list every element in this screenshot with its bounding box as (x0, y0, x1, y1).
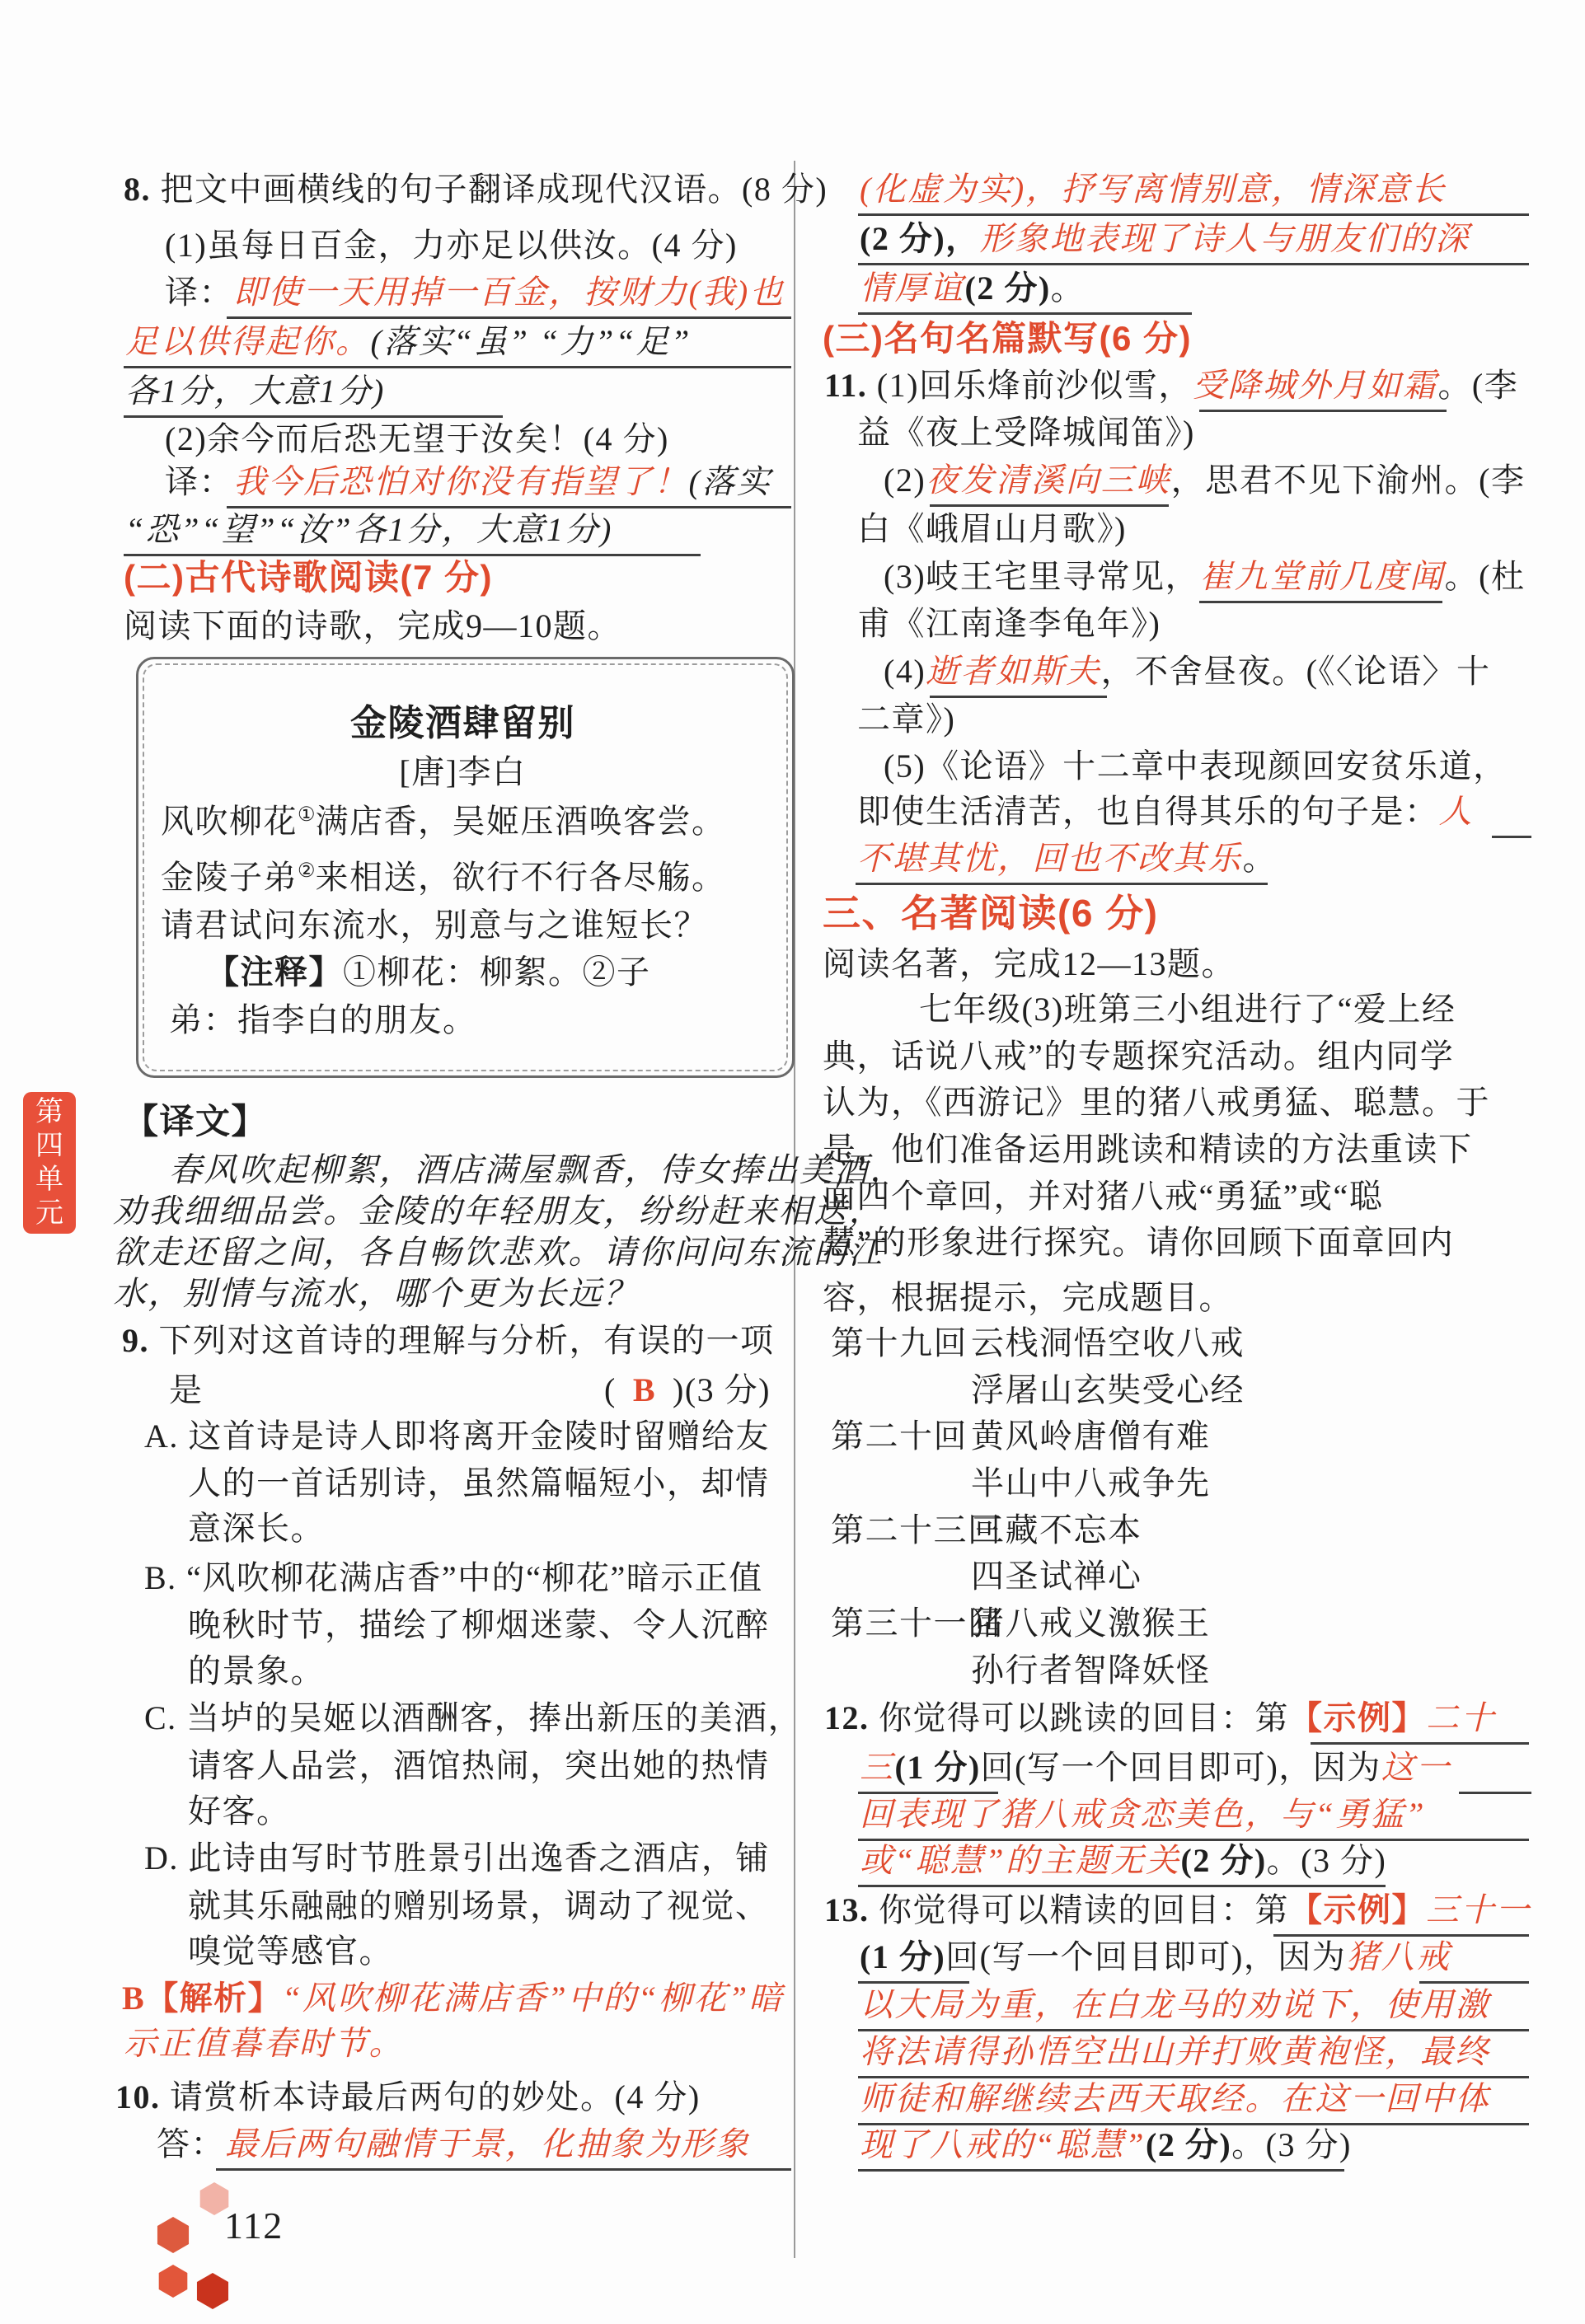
translation-line4: 水，别情与流水，哪个更为长远？ (113, 1275, 639, 1312)
answer-underline (1419, 1981, 1529, 1984)
q9-option-d1: D. 此诗由写时节胜景引出逸香之酒店，铺 (144, 1839, 770, 1877)
q9-option-b1: B. “风吹柳花满店香”中的“柳花”暗示正值 (144, 1559, 763, 1596)
chapter-number: 第十九回 (831, 1324, 968, 1361)
poem-note2: 弟：指李白的朋友。 (169, 1001, 477, 1038)
answer-underline (227, 316, 791, 319)
q8-answer1-line3: 各1分，大意1分) (125, 372, 386, 410)
q9-option-d3: 嗅觉等感官。 (188, 1933, 393, 1970)
q9-option-b3: 的景象。 (188, 1652, 325, 1689)
answer-underline (1311, 1742, 1529, 1745)
q13-line2: (1 分)回(写一个回目即可)，因为猪八戒 (860, 1938, 1451, 1975)
q13-line5: 师徒和解继续去西天取经。在这一回中体 (860, 2080, 1490, 2117)
answer-underline (858, 312, 1192, 315)
q11-item3-line2: 甫《江南逢李龟年》) (857, 605, 1161, 642)
answer-underline (858, 1981, 969, 1984)
famous-para-line1: 七年级(3)班第三小组进行了“爱上经 (919, 991, 1456, 1028)
translation-line3: 欲走还留之间，各自畅饮悲欢。请你问问东流的江 (113, 1234, 884, 1271)
famous-para-line3: 认为，《西游记》里的猪八戒勇猛、聪慧。于 (823, 1084, 1490, 1121)
q11-item5-line3: 不堪其忧，回也不改其乐。 (857, 840, 1277, 877)
q11-item5-line2: 即使生活清苦，也自得其乐的句子是：人 (857, 793, 1474, 830)
example-label: 【示例】 (1289, 1892, 1426, 1928)
poem-line1: 风吹柳花①满店香，吴姬压酒唤客尝。 (161, 803, 726, 840)
q10-answer-cont1: (化虚为实)，抒写离情别意，情深意长 (860, 171, 1447, 208)
famous-para-line6: 慧”的形象进行探究。请你回顾下面章回内 (823, 1224, 1455, 1261)
q13-line6: 现了八戒的“聪慧”(2 分)。(3 分) (860, 2126, 1352, 2163)
q11-item1-line1: 11. (1)回乐烽前沙似雪，受降城外月如霜。(李 (824, 367, 1519, 404)
answer-underline (930, 696, 1107, 698)
q13-number: 13. (824, 1891, 870, 1928)
answer-underline (930, 504, 1169, 507)
section-famous-header: 三、名著阅读(6 分) (823, 892, 1159, 935)
chapter-title: 半山中八戒争先 (971, 1464, 1211, 1502)
q8-sub1: (1)虽每日百金，力亦足以供汝。(4 分) (165, 227, 738, 264)
q9-number: 9. (122, 1322, 149, 1359)
unit-tab-label: 第四单元 (35, 1096, 63, 1229)
answer-underline (227, 506, 791, 508)
poem-note1: 【注释】①柳花：柳絮。②子 (206, 953, 651, 991)
q10-answer-cont2: (2 分)，形象地表现了诗人与朋友们的深 (860, 220, 1470, 257)
section2-header: (二)古代诗歌阅读(7 分) (124, 558, 493, 597)
q12-line3: 回表现了猪八戒贪恋美色，与“勇猛” (860, 1796, 1426, 1833)
hexagon-decoration (155, 2217, 191, 2253)
q9-option-c1: C. 当垆的吴姬以酒酬客，捧出新压的美酒， (144, 1699, 803, 1736)
poem-line3: 请君试问东流水，别意与之谁短长？ (161, 907, 708, 944)
q8-answer2-line1: 译：我今后恐怕对你没有指望了！(落实 (165, 463, 772, 500)
q11-item4-line1: (4)逝者如斯夫，不舍昼夜。(《〈论语〉十 (884, 653, 1491, 690)
q13-line3: 以大局为重，在白龙马的劝说下，使用激 (860, 1986, 1490, 2023)
q12-line4: 或“聪慧”的主题无关(2 分)。(3 分) (860, 1842, 1387, 1879)
answer-underline (858, 213, 1529, 216)
q8-answer1-line2: 足以供得起你。(落实“虽” “力”“足” (125, 323, 692, 360)
q8-answer1-line1: 译：即使一天用掉一百金，按财力(我)也 (165, 274, 785, 311)
example-label: 【示例】 (1289, 1700, 1426, 1736)
q9-option-a3: 意深长。 (188, 1510, 325, 1547)
q12-line2: 三(1 分)回(写一个回目即可)，因为这一 (860, 1749, 1451, 1786)
q11-number: 11. (824, 367, 868, 404)
q10-answer: 答：最后两句融情于景，化抽象为形象 (157, 2125, 751, 2162)
q9-option-c3: 好客。 (188, 1792, 291, 1830)
q8-sub2: (2)余今而后恐无望于汝矣！(4 分) (165, 420, 669, 457)
answer-underline (1459, 1792, 1531, 1794)
chapter-title: 黄风岭唐僧有难 (971, 1417, 1211, 1455)
q9-option-a1: A. 这首诗是诗人即将离开金陵时留赠给友 (144, 1417, 770, 1455)
answer-underline (858, 263, 1529, 265)
answer-underline (1199, 410, 1447, 412)
answer-underline (1199, 601, 1442, 603)
answer-underline (858, 2169, 1344, 2172)
translation-line2: 劝我细细品尝。金陵的年轻朋友，纷纷赶来相送， (113, 1192, 884, 1230)
explanation-label: 【解析】 (145, 1980, 283, 2017)
q8-line1: 8. 把文中画横线的句子翻译成现代汉语。(8 分) (124, 171, 828, 208)
q9-explanation-line2: 示正值暮春时节。 (124, 2025, 404, 2062)
q13-line4: 将法请得孙悟空出山并打败黄袍怪，最终 (860, 2033, 1490, 2070)
q10-line1: 10. 请赏析本诗最后两句的妙处。(4 分) (115, 2078, 701, 2115)
poem-line2: 金陵子弟②来相送，欲行不行各尽觞。 (161, 859, 726, 896)
section2-intro: 阅读下面的诗歌，完成9—10题。 (124, 607, 621, 644)
famous-para-line7: 容，根据提示，完成题目。 (823, 1279, 1233, 1316)
chapter-title: 猪八戒义激猴王 (971, 1605, 1211, 1642)
q11-item2-line2: 白《峨眉山月歌》) (857, 510, 1127, 547)
note-ref-1: ① (298, 804, 316, 826)
q9-option-d2: 就其乐融融的赠别场景，调动了视觉、 (188, 1887, 770, 1924)
q12-line1: 12. 你觉得可以跳读的回目：第【示例】二十 (824, 1699, 1496, 1736)
chapter-title: 云栈洞悟空收八戒 (971, 1324, 1245, 1361)
q11-item2-line1: (2)夜发清溪向三峡，思君不见下渝州。(李 (884, 462, 1526, 499)
q11-item1-line2: 益《夜上受降城闻笛》) (857, 414, 1195, 451)
famous-intro: 阅读名著，完成12—13题。 (823, 945, 1236, 982)
chapter-title: 浮屠山玄奘受心经 (971, 1371, 1245, 1408)
q11-item5-line1: (5)《论语》十二章中表现颜回安贫乐道， (884, 747, 1508, 785)
chapter-title: 三藏不忘本 (971, 1511, 1142, 1549)
answer-underline (124, 366, 791, 368)
answer-underline (858, 1885, 1386, 1887)
q9-option-c2: 请客人品尝，酒馆热闹，突出她的热情 (188, 1747, 770, 1784)
q12-number: 12. (824, 1699, 870, 1736)
page-number: 112 (224, 2205, 284, 2247)
translation-header: 【译文】 (124, 1102, 268, 1141)
q8-number: 8. (124, 171, 151, 208)
note-ref-2: ② (298, 860, 316, 882)
famous-para-line2: 典，话说八戒”的专题探究活动。组内同学 (823, 1038, 1455, 1075)
answer-underline (856, 883, 1268, 885)
q11-item4-line2: 二章》) (857, 700, 956, 738)
q8-answer2-line2: “恐”“望”“汝”各1分，大意1分) (125, 511, 613, 548)
q11-item3-line1: (3)岐王宅里寻常见，崔九堂前几度闻。(杜 (884, 558, 1526, 595)
chapter-title: 孙行者智降妖怪 (971, 1652, 1211, 1689)
answer-underline (124, 415, 503, 418)
chapter-number: 第二十三回 (831, 1511, 1002, 1549)
poem-author: [唐]李白 (399, 753, 527, 790)
answer-underline (1492, 836, 1531, 838)
unit-tab (23, 1092, 76, 1234)
q13-line1: 13. 你觉得可以精读的回目：第【示例】三十一 (824, 1891, 1531, 1928)
translation-line1: 春风吹起柳絮，酒店满屋飘香，侍女捧出美酒， (169, 1151, 905, 1188)
q9-answer: ( B )(3 分) (604, 1371, 771, 1408)
famous-para-line4: 是，他们准备运用跳读和精读的方法重读下 (823, 1131, 1473, 1168)
answer-underline (216, 2168, 791, 2171)
q10-number: 10. (115, 2078, 161, 2115)
chapter-title: 四圣试禅心 (971, 1558, 1142, 1595)
q9-option-a2: 人的一首话别诗，虽然篇幅短小，却情 (188, 1464, 770, 1502)
q10-answer-cont3: 情厚谊(2 分)。 (860, 269, 1086, 307)
note-label: 【注释】 (206, 954, 343, 991)
answer-letter: B (632, 1371, 657, 1408)
section3-header: (三)名句名篇默写(6 分) (823, 319, 1192, 358)
q9-explanation-line1: B【解析】“风吹柳花满店香”中的“柳花”暗 (122, 1980, 785, 2017)
q9-line2: 是 (169, 1371, 204, 1408)
q9-option-b2: 晚秋时节，描绘了柳烟迷蒙、令人沉醉 (188, 1606, 770, 1643)
chapter-number: 第三十一回 (831, 1605, 1002, 1642)
poem-title: 金陵酒肆留别 (350, 703, 575, 743)
answer-text: 即使一天用掉一百金，按财力(我)也 (233, 274, 785, 311)
hexagon-decoration (195, 2273, 231, 2309)
q9-line1: 9. 下列对这首诗的理解与分析，有误的一项 (122, 1322, 775, 1359)
hexagon-decoration (157, 2265, 190, 2298)
chapter-number: 第二十回 (831, 1417, 968, 1455)
famous-para-line5: 面四个章回，并对猪八戒“勇猛”或“聪 (823, 1178, 1384, 1215)
